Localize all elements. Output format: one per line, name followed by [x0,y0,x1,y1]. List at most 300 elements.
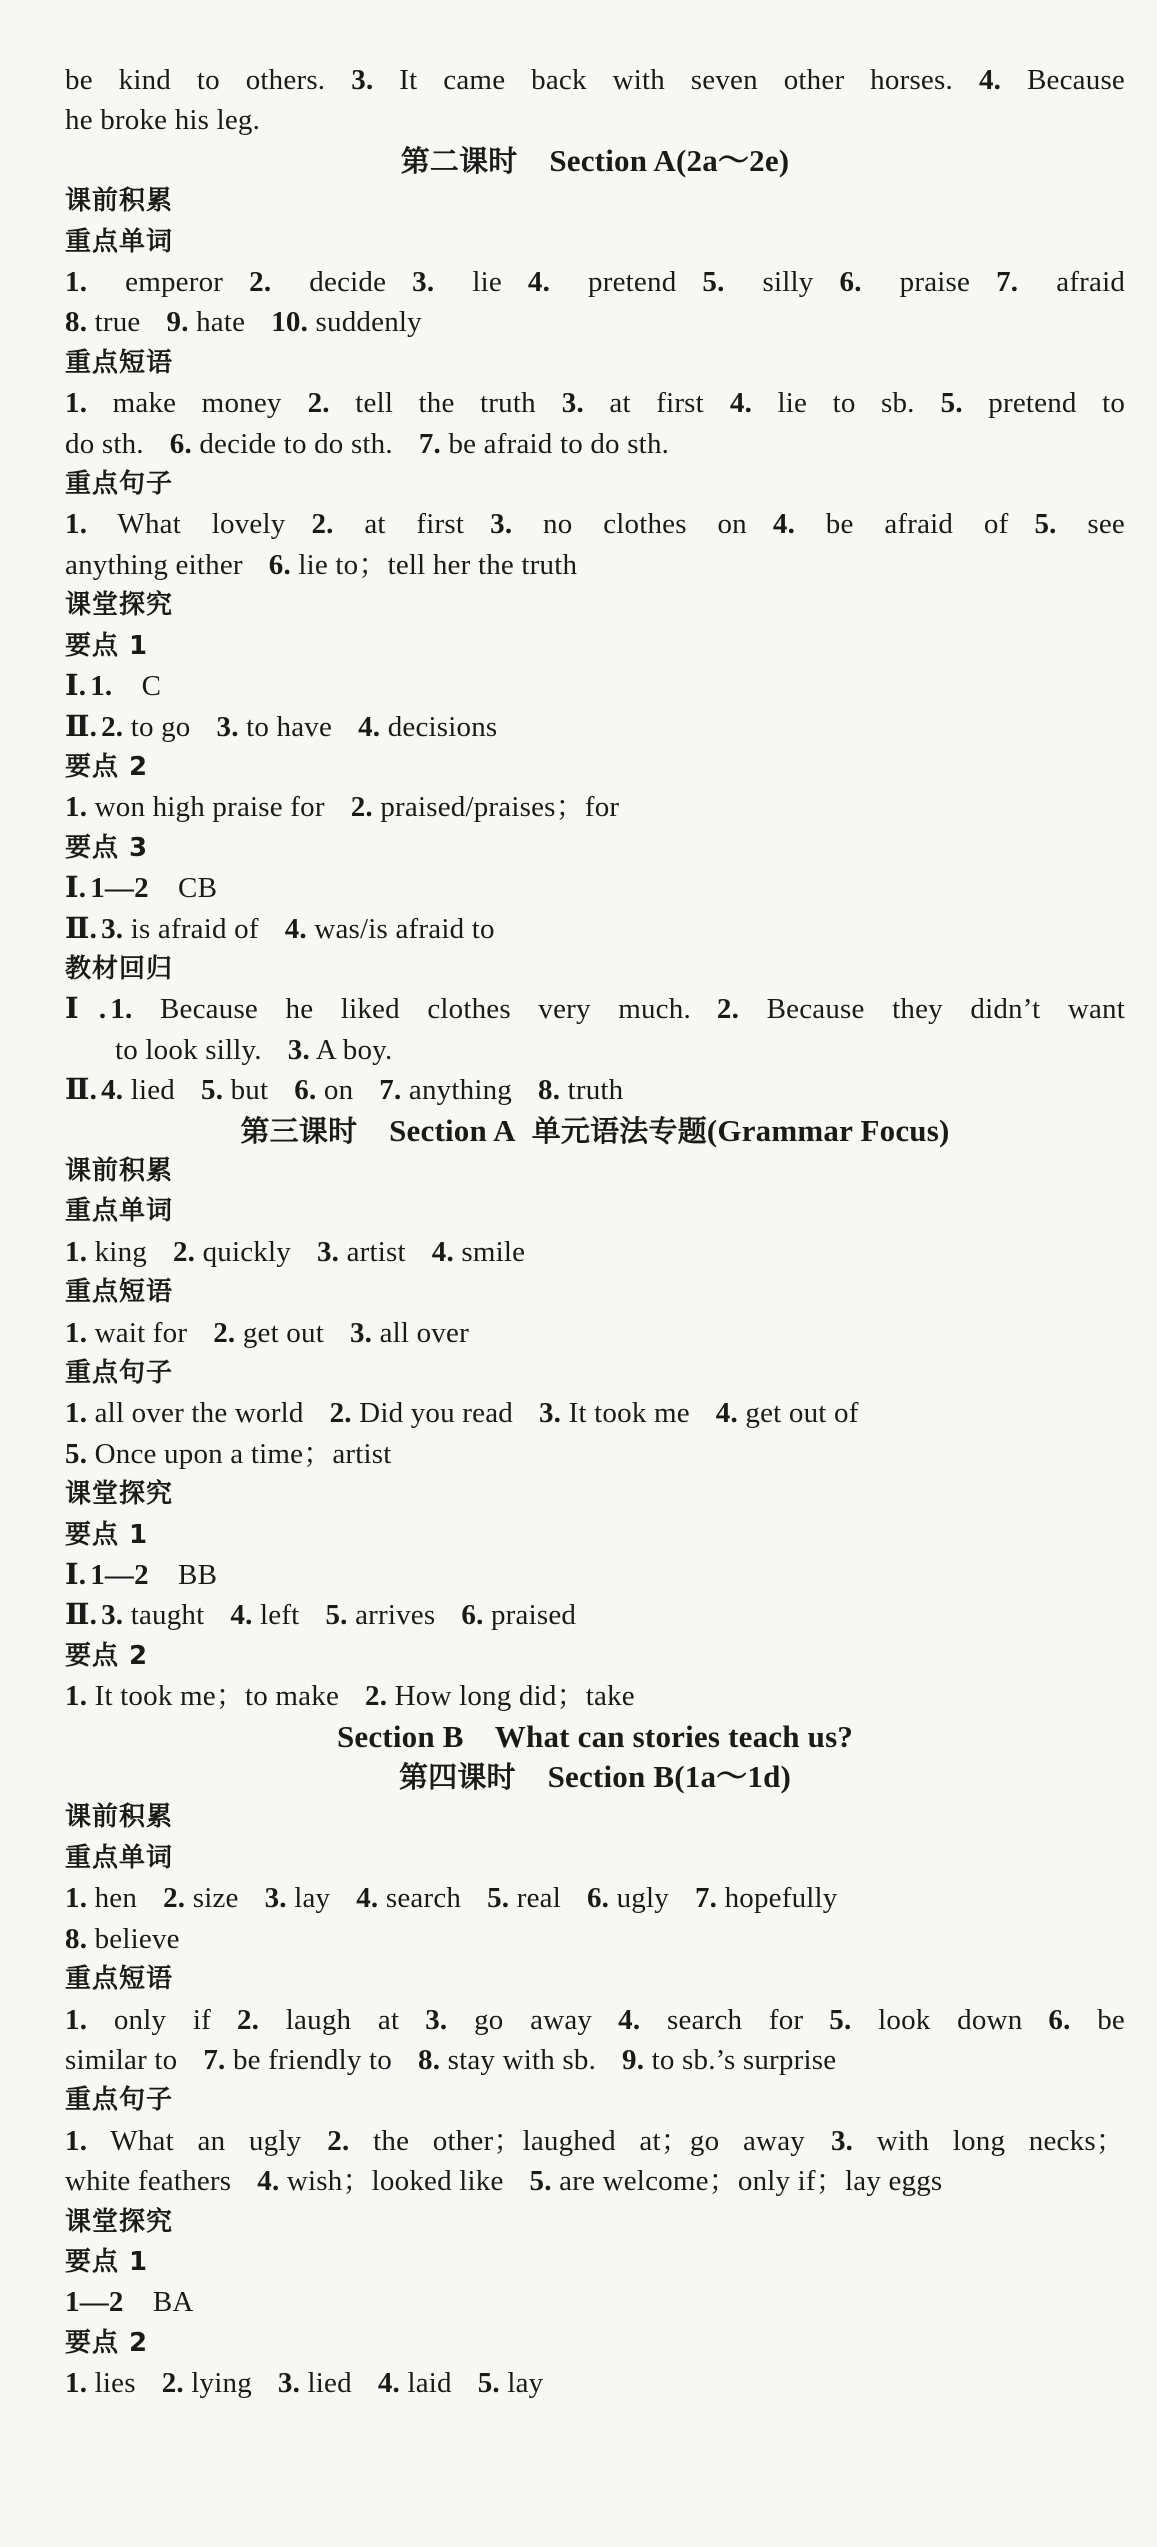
section-label: 课前积累 [65,1155,174,1186]
item-text: BA [152,2286,194,2319]
item-number: 2. [365,1680,388,1713]
answer-line [65,1878,1125,1918]
item-text: laugh at [285,2003,400,2036]
section-label: 课前积累 [65,186,174,217]
item-number: 3. [287,1033,310,1066]
answer-line [65,2000,1125,2040]
item-number: 1. [65,1235,88,1268]
lesson-title-en: Section A(2a～2e) [549,142,790,178]
item-number: 2. [350,791,373,824]
item-number: 4. [230,1599,253,1632]
item-number: 7. [379,1074,402,1107]
item-text: wish；looked like [286,2165,504,2198]
answer-line [65,666,1125,706]
item-text: all over the world [94,1397,304,1430]
answer-line [65,60,1125,100]
answer-line [65,383,1125,423]
item-text: be friendly to [232,2043,392,2076]
item-number: 5. [702,266,725,299]
item-text: to go [130,710,191,743]
answer-item [170,428,393,460]
item-number: 6. [839,266,862,299]
item-text: silly [762,266,814,299]
item-text: be kind to others. [65,64,326,96]
item-number: 2. [172,1235,196,1268]
answer-item [278,2367,352,2399]
item-number: 3. [425,2003,448,2036]
item-text: CB [178,872,218,905]
item-number: 4. [772,508,796,541]
item-text: pretend to [988,387,1126,420]
item-text: be afraid to do sth. [448,427,670,460]
answer-item [203,2044,392,2076]
item-number: 2. [236,2003,260,2036]
section-label: 课堂探究 [65,2206,174,2237]
item-text: king [94,1235,147,1268]
answer-item [716,1397,859,1429]
item-number: 8. [65,306,88,339]
answer-item [979,64,1125,96]
item-number: 2. [329,1397,352,1430]
item-text: lying [191,2367,252,2400]
lesson-title [65,141,1125,181]
item-number: 2. [101,710,124,743]
answer-item [356,1882,461,1914]
answer-line [65,989,1125,1029]
answer-item [162,2367,252,2399]
section-label: 重点单词 [65,226,174,257]
answer-item [101,913,259,945]
item-text: get out of [745,1397,859,1430]
answer-item [65,64,325,96]
answer-line [65,787,1125,827]
answer-line: he broke his leg. [65,104,261,137]
item-text: is afraid of [130,912,259,945]
item-text: emperor [125,266,224,299]
point-label: 要点 2 [65,751,149,782]
item-text: at first [609,387,704,420]
answer-line [65,1434,1125,1474]
item-text: lied [307,2367,352,2400]
item-number: 3. [490,508,513,541]
answer-item [487,1882,561,1914]
roman-numeral: Ⅰ. [65,670,87,703]
item-number: 1. [65,387,88,420]
answer-item [587,1882,669,1914]
answer-item [65,2004,211,2036]
answer-item [269,549,577,581]
item-number: 3. [101,1599,124,1632]
item-text: lay [294,1882,331,1915]
item-number: 1. [65,1316,88,1349]
answer-line [65,1232,1125,1272]
item-text: tell the truth [355,387,536,420]
answer-line [65,2363,1125,2403]
item-number: 2. [716,993,740,1026]
item-text: praised/praises；for [380,791,620,824]
item-text: get out [242,1316,324,1349]
item-number: 1. [65,1680,88,1713]
item-number: 5. [940,387,963,420]
roman-numeral: Ⅱ. [65,1599,98,1632]
item-text: go away [474,2003,593,2036]
answer-item [115,1034,262,1066]
item-text: search [385,1882,462,1915]
item-text: hate [196,306,246,339]
item-number: 1. [65,266,88,299]
answer-item [65,306,141,338]
item-text: won high praise for [94,791,325,824]
answer-item [163,1882,239,1914]
section-label: 重点短语 [65,1277,174,1308]
item-text: truth [567,1074,624,1107]
answer-item [65,2165,231,2197]
item-text: smile [461,1235,526,1268]
item-number: 1. [65,508,88,541]
item-number: 4. [101,1074,124,1107]
answer-item [101,1074,175,1106]
answer-item [695,1882,838,1914]
item-text: pretend [588,266,677,299]
item-text: all over [379,1316,469,1349]
item-number: 2. [249,266,272,299]
point-label: 要点 1 [65,2246,149,2277]
item-text: afraid [1056,266,1126,299]
answer-item [65,508,285,540]
item-text: look down [878,2003,1023,2036]
item-number: 7. [203,2043,226,2076]
answer-item [418,2044,596,2076]
item-number: 2. [161,2367,184,2400]
item-text: believe [94,1922,180,1955]
item-text: true [94,306,141,339]
answer-item [478,2367,544,2399]
item-number: 1. [65,1397,88,1430]
answer-item [65,1317,187,1349]
lesson-title-cn2: 单元语法专题 [531,1113,707,1148]
answer-item [201,1074,268,1106]
answer-item [317,1236,406,1268]
item-text: C [141,670,162,703]
item-number: 5. [529,2165,552,2198]
answer-line [65,1555,1125,1595]
item-text: lies [94,2367,136,2400]
answer-item [702,266,813,298]
item-text: decide to do sth. [199,427,393,460]
item-text: What an ugly [110,2124,302,2157]
answer-item [294,1074,353,1106]
item-text: white feathers [65,2165,232,2198]
section-label: 课堂探究 [65,1479,174,1510]
item-number: 6. [461,1599,484,1632]
answer-item [65,2367,136,2399]
item-number: 4. [284,912,307,945]
answer-key-page [65,60,1125,2404]
item-text: be afraid of [825,508,1009,541]
item-number: 6. [586,1882,610,1915]
answer-item [351,791,620,823]
answer-line [65,1070,1125,1110]
answer-line [65,1595,1125,1635]
point-label: 要点 1 [65,1519,149,1550]
item-number: 3. [277,2367,301,2400]
item-number: 9. [622,2043,645,2076]
item-number: 7. [418,427,441,460]
item-number: 1. [65,2003,88,2036]
answer-line [65,707,1125,747]
item-text: left [260,1599,300,1632]
answer-item [265,1882,331,1914]
answer-item [65,1680,339,1712]
item-text: anything [408,1074,512,1107]
item-number: 1. [90,670,113,703]
item-number: 4. [527,266,551,299]
answer-item [65,791,325,823]
item-text: to have [246,710,333,743]
item-text: anything either [65,548,243,581]
item-text: the other；laughed at；go away [373,2124,805,2157]
roman-numeral: Ⅱ. [65,710,98,743]
lesson-title [65,1111,1125,1151]
section-b-heading: Section B What can stories teach us? [336,1718,854,1754]
answer-line [65,1676,1125,1716]
item-number: 3. [351,64,374,96]
item-text: A boy. [315,1033,393,1066]
item-number: 2. [311,508,334,541]
item-number: 8. [65,1922,88,1955]
item-text: are welcome；only if；lay eggs [559,2165,943,2198]
item-number: 3. [830,2124,854,2157]
answer-item [257,2165,503,2197]
answer-item [213,1317,324,1349]
answer-item [101,1599,204,1631]
answer-item [538,1074,623,1106]
item-text: taught [130,1599,205,1632]
answer-item [173,1236,291,1268]
answer-item [325,1599,435,1631]
answer-item [65,2125,301,2157]
answer-item [65,266,223,298]
item-text: It took me [568,1397,690,1430]
lesson-title [65,1757,1125,1797]
item-text: suddenly [315,306,422,339]
answer-line [65,1919,1125,1959]
answer-item [829,2004,1022,2036]
item-number: 5. [477,2367,500,2400]
item-number: 1. [110,993,133,1026]
item-text: size [192,1882,239,1915]
answer-item [65,2044,177,2076]
answer-item [65,1438,392,1470]
item-number: 4. [431,1235,454,1268]
item-number: 1—2 [90,872,149,905]
item-text: but [230,1074,269,1107]
answer-line [65,2282,1125,2322]
item-text: to sb.’s surprise [651,2043,837,2076]
item-text: How long did；take [394,1680,635,1713]
item-number: 4. [978,64,1002,96]
answer-item [717,993,1125,1025]
lesson-title-en2: (Grammar Focus) [706,1112,950,1148]
item-text: real [516,1882,561,1915]
item-number: 5. [201,1074,224,1107]
section-label: 重点句子 [65,469,174,500]
item-text: arrives [355,1599,436,1632]
item-number: 3. [561,387,584,420]
roman-numeral: Ⅱ. [65,1074,98,1107]
roman-numeral: Ⅰ. [65,993,107,1026]
item-text: lie to sb. [777,387,915,420]
answer-item [358,711,497,743]
answer-item [288,1034,393,1066]
item-number: 1. [65,2124,88,2157]
answer-item [330,1397,513,1429]
item-text: do sth. [65,427,144,460]
item-number: 5. [1034,508,1057,541]
item-number: 6. [268,548,291,581]
item-number: 1—2 [65,2286,124,2319]
item-number: 4. [618,2003,641,2036]
item-number: 1—2 [90,1559,149,1592]
point-label: 要点 1 [65,630,149,661]
answer-item [562,387,704,419]
item-number: 5. [829,2003,852,2036]
answer-item [419,428,669,460]
item-text: was/is afraid to [314,912,495,945]
roman-numeral: Ⅰ. [65,872,87,905]
answer-line [65,2121,1125,2161]
item-text: similar to [65,2043,178,2076]
lesson-title-cn: 第四课时 [398,1760,516,1795]
answer-item [425,2004,592,2036]
item-text: decide [309,266,387,299]
answer-item [167,306,246,338]
item-text: lied [130,1074,175,1107]
answer-item [1034,508,1125,540]
item-text: It took me；to make [94,1680,340,1713]
section-label: 重点单词 [65,1842,174,1873]
section-label: 重点短语 [65,1964,174,1995]
item-number: 2. [163,1882,186,1915]
answer-item [351,64,953,96]
answer-line [65,2040,1125,2080]
lesson-title-en: Section B(1a～1d) [547,1759,792,1795]
item-text: It came back with seven other horses. [399,64,953,96]
answer-item [217,711,333,743]
answer-item [831,2125,1125,2157]
item-text: lie to；tell her the truth [298,548,578,581]
section-label: 课前积累 [65,1802,174,1833]
item-text: no clothes on [543,508,747,541]
item-text: see [1087,508,1125,541]
answer-line [65,545,1125,585]
item-number: 5. [65,1437,88,1470]
item-number: 4. [715,1397,738,1430]
answer-item [432,1236,525,1268]
item-number: 3. [216,710,239,743]
item-number: 6. [169,427,192,460]
section-label: 重点单词 [65,1196,174,1227]
lesson-title-cn: 第三课时 [240,1113,358,1148]
item-number: 3. [264,1882,287,1915]
item-number: 4. [356,1882,379,1915]
item-number: 3. [101,912,124,945]
answer-item [941,387,1125,419]
answer-item [101,711,190,743]
item-number: 2. [307,387,330,420]
answer-item [461,1599,576,1631]
answer-item [365,1680,635,1712]
roman-numeral: Ⅱ. [65,912,98,945]
item-text: hen [94,1882,138,1915]
point-label: 要点 2 [65,2327,149,2358]
item-text: Did you read [359,1397,513,1430]
answer-item [530,2165,943,2197]
item-number: 3. [316,1235,340,1268]
item-text: praised [490,1599,577,1632]
item-text: stay with sb. [447,2043,597,2076]
answer-item [618,2004,803,2036]
item-text: BB [178,1559,218,1592]
answer-item [1048,2004,1125,2036]
item-number: 4. [377,2367,400,2400]
item-number: 1. [65,2367,88,2400]
answer-item [490,508,747,540]
item-number: 1. [65,1882,88,1915]
answer-line [65,909,1125,949]
answer-line [65,262,1125,302]
section-label: 课堂探究 [65,590,174,621]
item-text: search for [666,2003,804,2036]
answer-item [622,2044,836,2076]
item-number: 10. [271,306,309,339]
answer-item [730,387,915,419]
answer-item [65,428,144,460]
item-text: only if [113,2003,211,2036]
answer-item [249,266,386,298]
item-number: 7. [996,266,1019,299]
item-text: hopefully [724,1882,838,1915]
answer-item [271,306,422,338]
answer-item [327,2125,805,2157]
answer-item [379,1074,512,1106]
item-text: on [323,1074,354,1107]
item-number: 8. [418,2043,441,2076]
item-number: 5. [487,1882,510,1915]
item-text: with long necks； [876,2124,1126,2157]
answer-item [65,549,243,581]
item-text: wait for [94,1316,188,1349]
item-text: Because he liked clothes very much. [159,993,691,1026]
answer-line [65,424,1125,464]
answer-item [65,1397,304,1429]
answer-item [110,993,691,1025]
item-number: 4. [358,710,381,743]
answer-line [65,1313,1125,1353]
answer-line [65,868,1125,908]
answer-line [65,1393,1125,1433]
item-text: laid [407,2367,452,2400]
item-number: 4. [257,2165,280,2198]
item-number: 8. [538,1074,561,1107]
answer-item [308,387,536,419]
answer-item [528,266,677,298]
item-number: 5. [325,1599,348,1632]
answer-item [840,266,971,298]
item-text: quickly [202,1235,291,1268]
answer-item [378,2367,452,2399]
item-text: What lovely [117,508,286,541]
